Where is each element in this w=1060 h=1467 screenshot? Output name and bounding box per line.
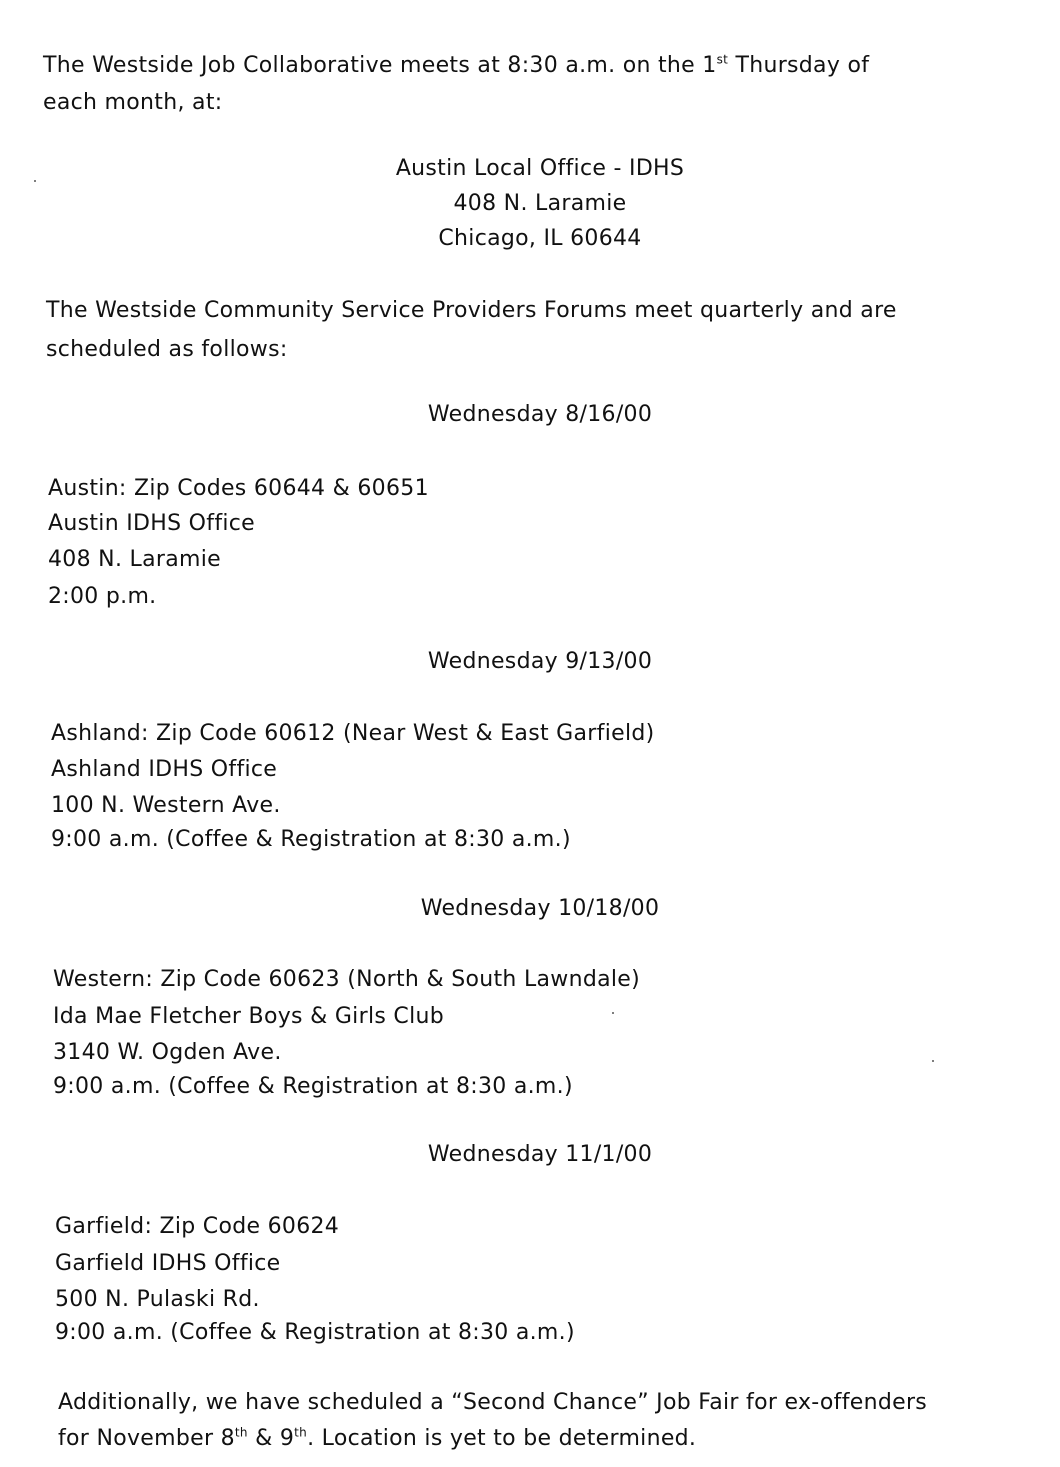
meeting-area: Austin: Zip Codes 60644 & 60651 — [48, 476, 429, 501]
meeting-date: Wednesday 9/13/00 — [427, 649, 653, 674]
meeting-time: 9:00 a.m. (Coffee & Registration at 8:30 a.m.) — [55, 1320, 575, 1345]
meeting-address: 100 N. Western Ave. — [51, 793, 281, 818]
meeting-area: Garfield: Zip Code 60624 — [55, 1214, 340, 1239]
meeting-venue: Ashland IDHS Office — [51, 757, 278, 782]
meeting-address: 3140 W. Ogden Ave. — [53, 1040, 282, 1065]
meeting-area: Ashland: Zip Code 60612 (Near West & East Garfield) — [51, 721, 655, 746]
meeting-venue: Austin IDHS Office — [48, 511, 256, 536]
meeting-date: Wednesday 8/16/00 — [427, 402, 653, 427]
closing-line-1: Additionally, we have scheduled a “Second Chance” Job Fair for ex-offenders — [58, 1390, 928, 1415]
closing-line-2 — [58, 1426, 696, 1452]
meeting-area: Western: Zip Code 60623 (North & South Lawndale) — [53, 967, 641, 992]
forums-intro-line-1: The Westside Community Service Providers Forums meet quarterly and are — [46, 298, 897, 323]
scan-speck — [34, 180, 36, 182]
intro-line-1 — [43, 53, 869, 79]
meeting-date: Wednesday 11/1/00 — [427, 1142, 653, 1167]
meeting-address: 500 N. Pulaski Rd. — [55, 1287, 260, 1312]
intro-text-end: Thursday of — [728, 53, 870, 78]
intro-line-2: each month, at: — [43, 90, 223, 115]
scan-speck — [932, 1060, 934, 1062]
meeting-time: 9:00 a.m. (Coffee & Registration at 8:30 a.m.) — [51, 827, 571, 852]
scan-speck — [612, 1012, 614, 1014]
closing-text-mid: & 9 — [247, 1426, 295, 1451]
collab-location-street: 408 N. Laramie — [453, 191, 627, 216]
collab-location-name: Austin Local Office - IDHS — [395, 156, 685, 181]
meeting-time: 9:00 a.m. (Coffee & Registration at 8:30 a.m.) — [53, 1074, 573, 1099]
closing-ordinal-suffix: th — [234, 1425, 248, 1440]
collab-location-city: Chicago, IL 60644 — [438, 226, 642, 251]
closing-text-start: for November 8 — [58, 1426, 235, 1451]
meeting-address: 408 N. Laramie — [48, 547, 221, 572]
intro-ordinal-suffix: st — [716, 52, 729, 67]
meeting-venue: Ida Mae Fletcher Boys & Girls Club — [53, 1004, 444, 1029]
meeting-venue: Garfield IDHS Office — [55, 1251, 281, 1276]
intro-text-start: The Westside Job Collaborative meets at 8:30 a.m. on the 1 — [43, 53, 717, 78]
closing-ordinal-suffix: th — [294, 1425, 308, 1440]
meeting-time: 2:00 p.m. — [48, 584, 157, 609]
meeting-date: Wednesday 10/18/00 — [420, 896, 660, 921]
closing-text-end: . Location is yet to be determined. — [307, 1426, 697, 1451]
forums-intro-line-2: scheduled as follows: — [46, 337, 288, 362]
